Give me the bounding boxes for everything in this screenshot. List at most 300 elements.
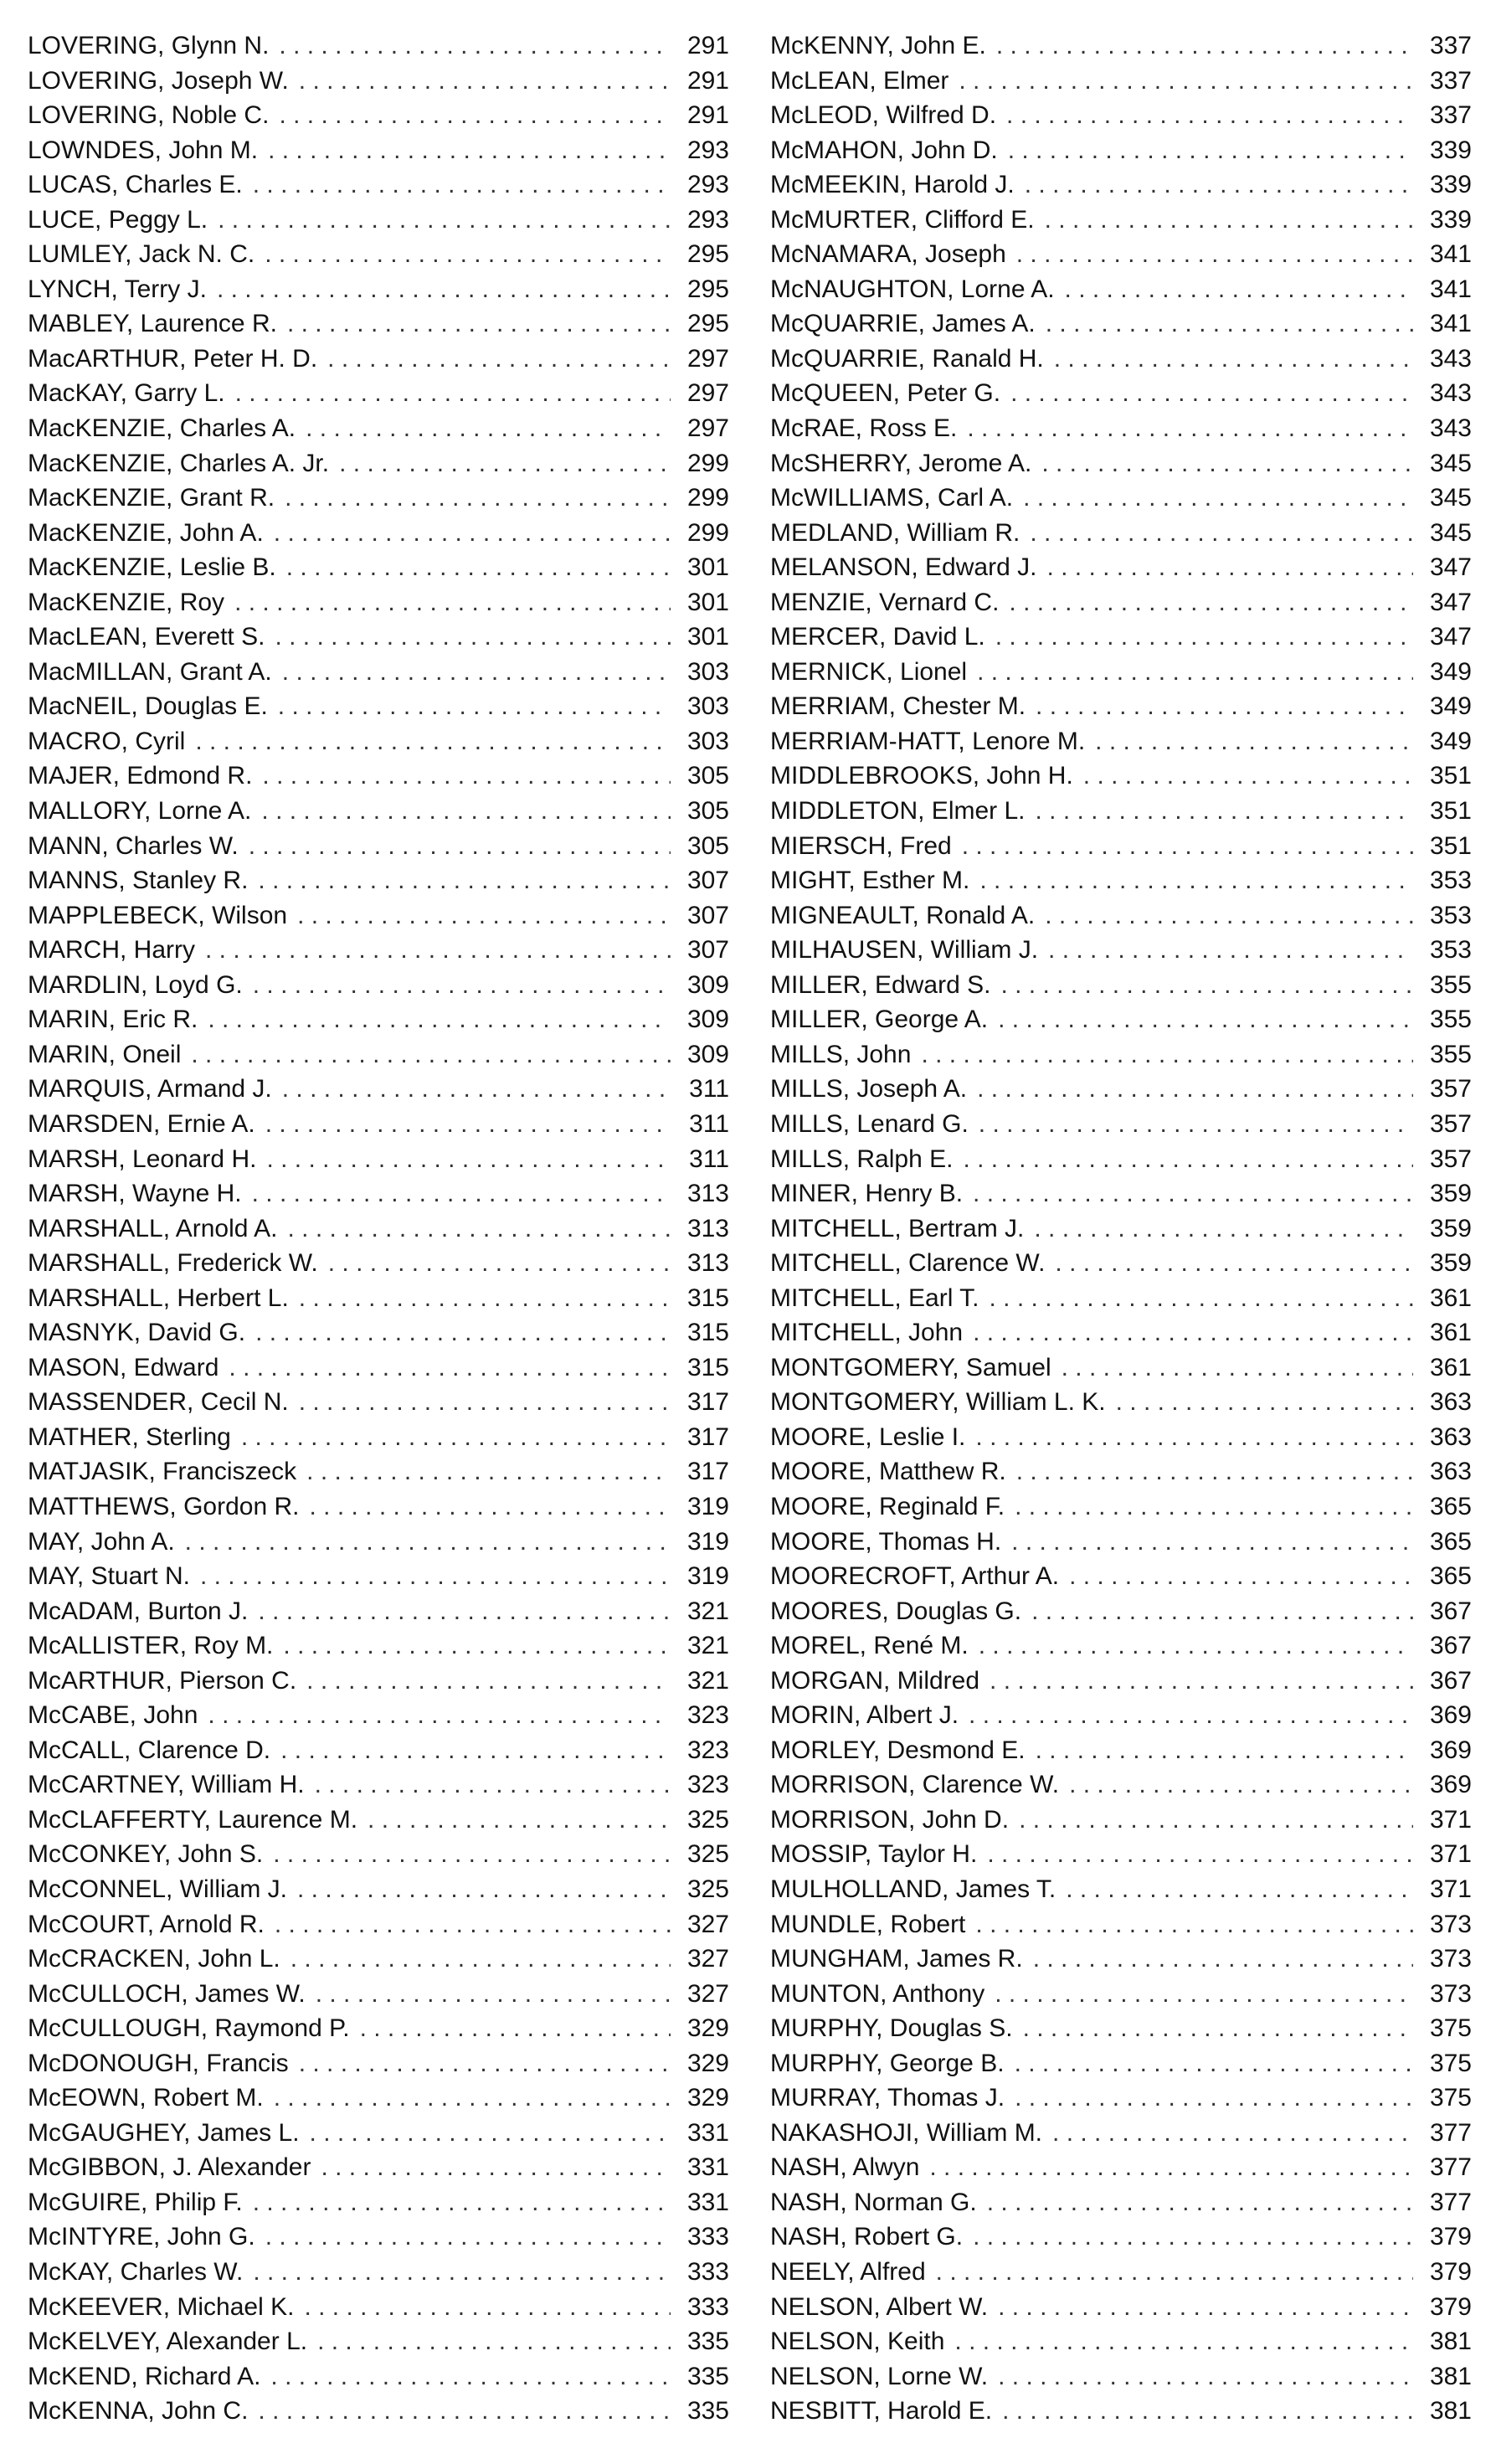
index-entry bbox=[28, 794, 729, 829]
entry-name: MITCHELL, John bbox=[770, 1319, 964, 1347]
entry-page-number: 369 bbox=[1429, 1736, 1472, 1764]
entry-name: McCULLOCH, James W. bbox=[28, 1979, 306, 2008]
entry-name: NASH, Norman G. bbox=[770, 2188, 977, 2216]
dot-leader bbox=[208, 1698, 671, 1733]
entry-page-number: 323 bbox=[686, 1736, 729, 1764]
index-entry bbox=[28, 2324, 729, 2359]
entry-page-number: 381 bbox=[1429, 2362, 1472, 2390]
dot-leader bbox=[255, 1315, 671, 1350]
index-entry bbox=[770, 1907, 1472, 1942]
dot-leader bbox=[299, 2046, 671, 2081]
index-entry bbox=[770, 1454, 1472, 1489]
entry-page-number: 355 bbox=[1429, 1006, 1472, 1034]
dot-leader bbox=[290, 1942, 671, 1977]
entry-name: MELANSON, Edward J. bbox=[770, 553, 1037, 582]
entry-name: MacKENZIE, Grant R. bbox=[28, 484, 275, 512]
index-entry bbox=[28, 2394, 729, 2429]
entry-page-number: 337 bbox=[1429, 66, 1472, 95]
entry-page-number: 349 bbox=[1429, 692, 1472, 721]
index-entry bbox=[28, 342, 729, 377]
dot-leader bbox=[327, 342, 671, 377]
entry-name: McCLAFFERTY, Laurence M. bbox=[28, 1805, 358, 1834]
index-entry bbox=[770, 2394, 1472, 2429]
index-entry bbox=[28, 1559, 729, 1594]
dot-leader bbox=[253, 2255, 671, 2290]
index-entry bbox=[770, 2046, 1472, 2081]
index-entry bbox=[770, 2324, 1472, 2359]
entry-page-number: 311 bbox=[689, 1145, 729, 1173]
dot-leader bbox=[258, 863, 671, 898]
dot-leader bbox=[998, 2359, 1413, 2395]
index-entry bbox=[770, 863, 1472, 898]
entry-page-number: 337 bbox=[1429, 101, 1472, 130]
entry-page-number: 299 bbox=[686, 518, 729, 547]
index-entry bbox=[28, 898, 729, 934]
dot-leader bbox=[1033, 1942, 1413, 1977]
dot-leader bbox=[1036, 689, 1413, 724]
dot-leader bbox=[1065, 272, 1413, 307]
entry-name: McADAM, Burton J. bbox=[28, 1597, 249, 1625]
entry-page-number: 377 bbox=[1429, 2188, 1472, 2216]
entry-name: MUNGHAM, James R. bbox=[770, 1945, 1023, 1973]
index-entry bbox=[28, 446, 729, 481]
entry-page-number: 353 bbox=[1429, 867, 1472, 895]
entry-page-number: 329 bbox=[686, 2084, 729, 2112]
entry-page-number: 365 bbox=[1429, 1492, 1472, 1520]
entry-name: MILLS, Lenard G. bbox=[770, 1109, 969, 1138]
index-entry bbox=[770, 2290, 1472, 2325]
dot-leader bbox=[278, 689, 671, 724]
entry-page-number: 375 bbox=[1429, 2049, 1472, 2077]
entry-page-number: 357 bbox=[1429, 1075, 1472, 1103]
entry-name: LUMLEY, Jack N. C. bbox=[28, 240, 255, 269]
index-entry bbox=[28, 1837, 729, 1872]
entry-name: McCARTNEY, William H. bbox=[28, 1771, 305, 1799]
entry-name: McKENNY, John E. bbox=[770, 32, 986, 59]
entry-name: McGUIRE, Philip F. bbox=[28, 2188, 243, 2216]
index-entry bbox=[770, 2255, 1472, 2290]
index-entry bbox=[28, 1350, 729, 1386]
entry-name: MacKENZIE, Roy bbox=[28, 588, 225, 616]
index-entry bbox=[28, 689, 729, 724]
index-entry bbox=[28, 933, 729, 968]
entry-name: NASH, Robert G. bbox=[770, 2223, 964, 2251]
dot-leader bbox=[979, 863, 1413, 898]
dot-leader bbox=[987, 1837, 1413, 1872]
entry-name: MATTHEWS, Gordon R. bbox=[28, 1492, 300, 1520]
index-entry bbox=[28, 1211, 729, 1247]
entry-page-number: 307 bbox=[686, 867, 729, 895]
entry-page-number: 365 bbox=[1429, 1562, 1472, 1591]
dot-leader bbox=[1083, 759, 1413, 794]
dot-leader bbox=[1116, 1385, 1413, 1420]
index-entry bbox=[770, 411, 1472, 446]
entry-name: MITCHELL, Bertram J. bbox=[770, 1214, 1025, 1242]
entry-page-number: 325 bbox=[686, 1840, 729, 1869]
entry-page-number: 317 bbox=[686, 1388, 729, 1417]
entry-name: MATHER, Sterling bbox=[28, 1422, 231, 1451]
entry-page-number: 309 bbox=[686, 970, 729, 999]
entry-name: LYNCH, Terry J. bbox=[28, 275, 207, 303]
entry-page-number: 339 bbox=[1429, 205, 1472, 234]
dot-leader bbox=[1023, 2011, 1413, 2046]
index-entry bbox=[28, 1107, 729, 1142]
index-entry bbox=[770, 1246, 1472, 1281]
dot-leader bbox=[963, 1142, 1413, 1177]
entry-name: McALLISTER, Roy M. bbox=[28, 1632, 274, 1660]
entry-page-number: 333 bbox=[686, 2292, 729, 2321]
index-entry bbox=[770, 1385, 1472, 1420]
entry-name: McWILLIAMS, Carl A. bbox=[770, 484, 1014, 512]
dot-leader bbox=[253, 167, 671, 203]
index-entry bbox=[770, 1350, 1472, 1386]
dot-leader bbox=[279, 28, 671, 64]
index-entry bbox=[28, 481, 729, 516]
dot-leader bbox=[1031, 1594, 1413, 1629]
dot-leader bbox=[205, 933, 671, 968]
entry-name: LOVERING, Glynn N. bbox=[28, 32, 270, 59]
dot-leader bbox=[306, 1664, 671, 1699]
entry-page-number: 319 bbox=[686, 1562, 729, 1591]
entry-page-number: 311 bbox=[689, 1075, 729, 1103]
entry-page-number: 321 bbox=[686, 1632, 729, 1660]
dot-leader bbox=[979, 1628, 1413, 1664]
entry-name: MILLS, Joseph A. bbox=[770, 1075, 968, 1103]
entry-page-number: 351 bbox=[1429, 797, 1472, 826]
dot-leader bbox=[1046, 550, 1413, 585]
index-entry bbox=[770, 620, 1472, 655]
entry-page-number: 381 bbox=[1429, 2328, 1472, 2356]
index-entry bbox=[28, 1072, 729, 1107]
entry-name: McKEND, Richard A. bbox=[28, 2362, 261, 2390]
entry-name: MARCH, Harry bbox=[28, 936, 195, 965]
index-entry bbox=[28, 306, 729, 342]
index-entry bbox=[770, 1211, 1472, 1247]
entry-page-number: 319 bbox=[686, 1492, 729, 1520]
dot-leader bbox=[285, 481, 671, 516]
dot-leader bbox=[977, 655, 1413, 690]
entry-page-number: 305 bbox=[686, 831, 729, 860]
dot-leader bbox=[1016, 1454, 1413, 1489]
dot-leader bbox=[297, 898, 671, 934]
entry-name: MIGNEAULT, Ronald A. bbox=[770, 901, 1036, 929]
dot-leader bbox=[995, 620, 1413, 655]
dot-leader bbox=[990, 1281, 1413, 1316]
entry-name: McLEAN, Elmer bbox=[770, 66, 949, 95]
dot-leader bbox=[954, 2324, 1413, 2359]
dot-leader bbox=[975, 1420, 1413, 1455]
index-entry bbox=[28, 1176, 729, 1211]
entry-name: MacKENZIE, Charles A. Jr. bbox=[28, 449, 330, 477]
entry-name: MACRO, Cyril bbox=[28, 727, 186, 755]
entry-page-number: 295 bbox=[686, 310, 729, 338]
entry-name: McINTYRE, John G. bbox=[28, 2223, 255, 2251]
entry-page-number: 303 bbox=[686, 727, 729, 755]
dot-leader bbox=[1023, 481, 1413, 516]
index-entry bbox=[770, 1037, 1472, 1073]
entry-page-number: 301 bbox=[686, 588, 729, 616]
dot-leader bbox=[258, 2394, 671, 2429]
entry-page-number: 373 bbox=[1429, 1945, 1472, 1973]
entry-page-number: 351 bbox=[1429, 762, 1472, 790]
index-entry bbox=[28, 272, 729, 307]
entry-name: MacKENZIE, Leslie B. bbox=[28, 553, 276, 582]
entry-name: MINER, Henry B. bbox=[770, 1180, 964, 1208]
dot-leader bbox=[328, 1246, 671, 1281]
dot-leader bbox=[1015, 1489, 1413, 1525]
entry-name: MIDDLEBROOKS, John H. bbox=[770, 762, 1073, 790]
index-entry bbox=[770, 724, 1472, 759]
entry-page-number: 305 bbox=[686, 762, 729, 790]
entry-name: McCRACKEN, John L. bbox=[28, 1945, 280, 1973]
index-entry bbox=[770, 1977, 1472, 2012]
index-entry bbox=[28, 1977, 729, 2012]
entry-page-number: 329 bbox=[686, 2014, 729, 2043]
index-entry bbox=[770, 2220, 1472, 2255]
index-entry bbox=[770, 585, 1472, 620]
entry-page-number: 345 bbox=[1429, 518, 1472, 547]
entry-name: MOORE, Matthew R. bbox=[770, 1458, 1006, 1486]
dot-leader bbox=[1025, 167, 1413, 203]
entry-name: MULHOLLAND, James T. bbox=[770, 1875, 1056, 1903]
entry-name: MARSH, Wayne H. bbox=[28, 1180, 242, 1208]
entry-name: MIGHT, Esther M. bbox=[770, 867, 970, 895]
entry-name: NEELY, Alfred bbox=[770, 2258, 926, 2286]
index-entry bbox=[770, 2185, 1472, 2220]
entry-page-number: 343 bbox=[1429, 414, 1472, 443]
entry-name: MOORES, Douglas G. bbox=[770, 1597, 1022, 1625]
dot-leader bbox=[995, 1977, 1413, 2012]
entry-page-number: 313 bbox=[686, 1180, 729, 1208]
index-entry bbox=[28, 2150, 729, 2185]
index-entry bbox=[770, 133, 1472, 168]
entry-name: McCABE, John bbox=[28, 1701, 198, 1730]
entry-page-number: 327 bbox=[686, 1945, 729, 1973]
entry-name: McKENNA, John C. bbox=[28, 2397, 249, 2425]
entry-name: NELSON, Keith bbox=[770, 2328, 945, 2356]
index-entry bbox=[28, 620, 729, 655]
index-entry bbox=[28, 759, 729, 794]
entry-name: McCALL, Clarence D. bbox=[28, 1736, 271, 1764]
entry-name: NELSON, Lorne W. bbox=[770, 2362, 989, 2390]
dot-leader bbox=[310, 1489, 671, 1525]
dot-leader bbox=[282, 655, 671, 690]
dot-leader bbox=[261, 794, 671, 829]
dot-leader bbox=[1002, 2394, 1413, 2429]
entry-page-number: 323 bbox=[686, 1701, 729, 1730]
index-entry bbox=[28, 2359, 729, 2395]
index-entry bbox=[28, 2116, 729, 2151]
entry-name: MITCHELL, Earl T. bbox=[770, 1283, 979, 1312]
entry-name: MacARTHUR, Peter H. D. bbox=[28, 344, 318, 373]
entry-name: MOORE, Thomas H. bbox=[770, 1527, 1002, 1556]
entry-name: MONTGOMERY, Samuel bbox=[770, 1353, 1051, 1381]
entry-page-number: 359 bbox=[1429, 1180, 1472, 1208]
entry-name: MARSH, Leonard H. bbox=[28, 1145, 257, 1173]
index-entry bbox=[770, 1664, 1472, 1699]
dot-leader bbox=[973, 2220, 1413, 2255]
dot-leader bbox=[987, 2185, 1413, 2220]
entry-page-number: 355 bbox=[1429, 1040, 1472, 1068]
dot-leader bbox=[283, 1628, 671, 1664]
index-entry bbox=[770, 829, 1472, 864]
dot-leader bbox=[274, 516, 671, 551]
entry-page-number: 357 bbox=[1429, 1109, 1472, 1138]
index-column-left bbox=[28, 28, 729, 2429]
dot-leader bbox=[265, 2220, 671, 2255]
index-entry bbox=[770, 1002, 1472, 1037]
index-entry bbox=[770, 1872, 1472, 1907]
entry-name: MARSHALL, Arnold A. bbox=[28, 1214, 278, 1242]
index-entry bbox=[28, 1420, 729, 1455]
entry-name: MANNS, Stanley R. bbox=[28, 867, 249, 895]
dot-leader bbox=[962, 829, 1413, 864]
entry-name: McKEEVER, Michael K. bbox=[28, 2292, 295, 2321]
entry-name: McGAUGHEY, James L. bbox=[28, 2118, 300, 2147]
entry-name: MacKENZIE, Charles A. bbox=[28, 414, 296, 443]
entry-page-number: 303 bbox=[686, 692, 729, 721]
index-entry bbox=[770, 1315, 1472, 1350]
index-entry bbox=[770, 342, 1472, 377]
entry-page-number: 339 bbox=[1429, 171, 1472, 199]
index-entry bbox=[770, 2359, 1472, 2395]
dot-leader bbox=[274, 2081, 671, 2116]
dot-leader bbox=[287, 1211, 671, 1247]
entry-name: MORIN, Albert J. bbox=[770, 1701, 959, 1730]
dot-leader bbox=[929, 2150, 1413, 2185]
entry-page-number: 325 bbox=[686, 1805, 729, 1834]
dot-leader bbox=[317, 2324, 671, 2359]
dot-leader bbox=[268, 133, 671, 168]
index-entry bbox=[28, 550, 729, 585]
dot-leader bbox=[316, 1977, 671, 2012]
dot-leader bbox=[299, 1281, 671, 1316]
index-entry bbox=[770, 1525, 1472, 1560]
entry-page-number: 371 bbox=[1429, 1840, 1472, 1869]
entry-page-number: 343 bbox=[1429, 379, 1472, 408]
dot-leader bbox=[265, 1107, 671, 1142]
index-entry bbox=[28, 28, 729, 64]
index-entry bbox=[770, 237, 1472, 272]
entry-page-number: 339 bbox=[1429, 136, 1472, 164]
entry-name: MALLORY, Lorne A. bbox=[28, 797, 252, 826]
index-entry bbox=[28, 376, 729, 411]
index-entry bbox=[28, 1281, 729, 1316]
entry-page-number: 357 bbox=[1429, 1145, 1472, 1173]
dot-leader bbox=[270, 2359, 671, 2395]
index-entry bbox=[28, 1942, 729, 1977]
entry-name: MacMILLAN, Grant A. bbox=[28, 657, 272, 686]
entry-name: McLEOD, Wilfred D. bbox=[770, 101, 997, 130]
entry-name: NESBITT, Harold E. bbox=[770, 2397, 993, 2425]
entry-name: MASON, Edward bbox=[28, 1353, 219, 1381]
entry-page-number: 311 bbox=[689, 1109, 729, 1138]
dot-leader bbox=[973, 1176, 1413, 1211]
dot-leader bbox=[1069, 1767, 1413, 1803]
entry-name: MONTGOMERY, William L. K. bbox=[770, 1388, 1106, 1417]
dot-leader bbox=[208, 1002, 671, 1037]
dot-leader bbox=[195, 724, 671, 759]
index-column-right bbox=[770, 28, 1472, 2429]
index-entry bbox=[770, 550, 1472, 585]
dot-leader bbox=[279, 98, 671, 133]
entry-page-number: 365 bbox=[1429, 1527, 1472, 1556]
dot-leader bbox=[936, 2255, 1413, 2290]
entry-name: MARQUIS, Armand J. bbox=[28, 1075, 272, 1103]
index-entry bbox=[770, 1559, 1472, 1594]
index-entry bbox=[28, 64, 729, 99]
entry-page-number: 297 bbox=[686, 344, 729, 373]
entry-page-number: 309 bbox=[686, 1006, 729, 1034]
index-entry bbox=[28, 1142, 729, 1177]
index-entry bbox=[28, 1315, 729, 1350]
entry-name: MAY, John A. bbox=[28, 1527, 175, 1556]
dot-leader bbox=[253, 2185, 671, 2220]
index-entry bbox=[28, 1525, 729, 1560]
entry-page-number: 291 bbox=[686, 66, 729, 95]
dot-leader bbox=[969, 1698, 1413, 1733]
entry-name: MITCHELL, Clarence W. bbox=[770, 1249, 1046, 1278]
entry-name: MAPPLEBECK, Wilson bbox=[28, 901, 288, 929]
index-entry bbox=[770, 1803, 1472, 1838]
index-entry bbox=[28, 829, 729, 864]
entry-name: MOREL, René M. bbox=[770, 1632, 969, 1660]
entry-name: MILLS, Ralph E. bbox=[770, 1145, 954, 1173]
entry-name: McQUEEN, Peter G. bbox=[770, 379, 1001, 408]
index-entry bbox=[28, 2185, 729, 2220]
entry-name: MORLEY, Desmond E. bbox=[770, 1736, 1026, 1764]
entry-page-number: 303 bbox=[686, 657, 729, 686]
dot-leader bbox=[1015, 2046, 1413, 2081]
index-entry bbox=[28, 1803, 729, 1838]
entry-page-number: 361 bbox=[1429, 1353, 1472, 1381]
dot-leader bbox=[253, 968, 671, 1003]
entry-page-number: 317 bbox=[686, 1458, 729, 1486]
index-entry bbox=[28, 1454, 729, 1489]
entry-page-number: 347 bbox=[1429, 588, 1472, 616]
dot-leader bbox=[1052, 2116, 1413, 2151]
dot-leader bbox=[1008, 133, 1413, 168]
index-entry bbox=[28, 2081, 729, 2116]
index-entry bbox=[770, 98, 1472, 133]
entry-name: MAJER, Edmond R. bbox=[28, 762, 253, 790]
entry-name: MABLEY, Laurence R. bbox=[28, 310, 277, 338]
dot-leader bbox=[1019, 1803, 1413, 1838]
index-entry bbox=[770, 446, 1472, 481]
dot-leader bbox=[1000, 968, 1413, 1003]
entry-name: MURRAY, Thomas J. bbox=[770, 2084, 1005, 2112]
entry-page-number: 299 bbox=[686, 484, 729, 512]
entry-name: NASH, Alwyn bbox=[770, 2153, 920, 2182]
entry-name: MERCER, David L. bbox=[770, 623, 985, 651]
index-entry bbox=[770, 167, 1472, 203]
entry-page-number: 343 bbox=[1429, 344, 1472, 373]
entry-name: MURPHY, Douglas S. bbox=[770, 2014, 1013, 2043]
entry-page-number: 293 bbox=[686, 171, 729, 199]
dot-leader bbox=[252, 1176, 671, 1211]
entry-name: McMURTER, Clifford E. bbox=[770, 205, 1035, 234]
dot-leader bbox=[282, 1072, 671, 1107]
dot-leader bbox=[1011, 1525, 1413, 1560]
entry-page-number: 341 bbox=[1429, 310, 1472, 338]
entry-name: MARIN, Oneil bbox=[28, 1040, 182, 1068]
entry-name: McKELVEY, Alexander L. bbox=[28, 2328, 308, 2356]
index-entry bbox=[770, 1107, 1472, 1142]
entry-page-number: 297 bbox=[686, 414, 729, 443]
index-entry bbox=[28, 1002, 729, 1037]
entry-name: MUNDLE, Robert bbox=[770, 1910, 966, 1938]
entry-name: McARTHUR, Pierson C. bbox=[28, 1666, 297, 1695]
